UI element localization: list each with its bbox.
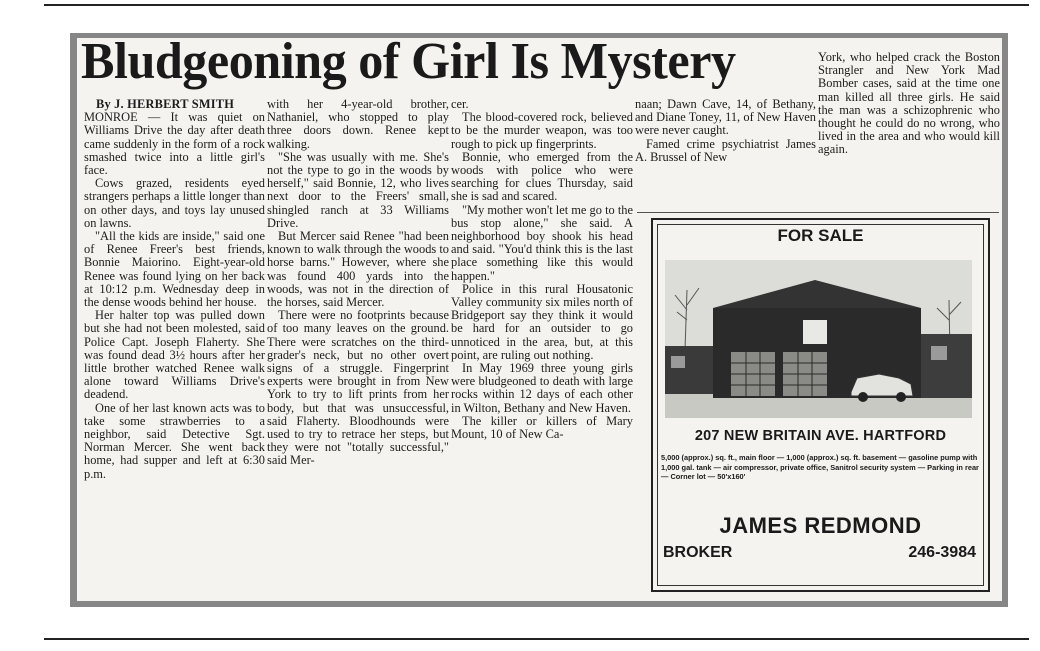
article-paragraph: "She was usually with me. She's not the type to go in the woods by herself," said Bonnie, 12, who lives next door to the Freers' small, shingled ranch at 33 Williams Drive.: [267, 149, 449, 230]
article-paragraph: One of her last known acts was to take some strawberries to a neighbor, said Detective Sgt. Norman Mercer. She went back home, had supper and left at 6:30 p.m.: [84, 400, 265, 481]
article-paragraph: But Mercer said Renee "had been known to walk through the woods to horse barns." However, where she was found 400 yards into the woods, was not in the direction of the horses, said Mercer.: [267, 229, 449, 310]
ad-broker-label: BROKER: [663, 544, 733, 561]
top-page-rule: [44, 4, 1029, 6]
ad-title: FOR SALE: [777, 226, 864, 245]
article-paragraph: "All the kids are inside," said one of Renee Freer's best friends, Bonnie Maiorino. Eight-year-old Renee was found lying on her back at 10:12 p.m. Wednesday deep in the dense woods behind her house.: [84, 229, 265, 310]
article-paragraph: There were no footprints because of too many leaves on the ground. There were scratches on the third-grader's neck, but no other overt signs of a struggle. Fingerprint experts were brought in from New York to try to lift prints from her body, but that was unsuccessful, said Flaherty. Bloodhounds were used to try to retrace her steps, but they were not "totally successful," said Mer-: [267, 308, 449, 468]
article-column-3: [451, 98, 633, 441]
article-paragraph: Her halter top was pulled down but she had not been molested, said Police Capt. Joseph Flaherty. She was found dead 3½ hours after her little brother watched Renee walk alone toward Williams Drive's deadend.: [84, 308, 265, 402]
for-sale-advertisement: [651, 218, 990, 592]
ad-address: 207 NEW BRITAIN AVE. HARTFORD: [694, 428, 947, 444]
article-paragraph: cer.: [451, 97, 469, 111]
article-paragraph: Cows grazed, residents eyed strangers perhaps a little longer than on other days, and toys lay unused on lawns.: [84, 176, 265, 230]
article-paragraph: In May 1969 three young girls were bludgeoned to death with large rocks within 12 days of each other in Wilton, Bethany and New Haven.: [451, 361, 633, 415]
column-separator-rule: [637, 212, 999, 213]
article-paragraph: The killer or killers of Mary Mount, 10 of New Ca-: [451, 413, 633, 442]
newspaper-clipping: [70, 33, 1008, 607]
article-paragraph: Bonnie, who emerged from the woods with police who were searching for clues Thursday, said she is sad and scared.: [451, 149, 633, 204]
article-paragraph: "My mother won't let me go to the bus stop alone," she said. A neighborhood boy shook his head and said. "You'd think this is the last place something like this would happen.": [451, 202, 633, 283]
article-column-1: [84, 98, 265, 481]
article-column-5: [818, 51, 1000, 157]
article-paragraph: Police in this rural Housatonic Valley community six miles north of Bridgeport say they think it would be hard for an outsider to go unnoticed in the area, but, at this point, are ruling out nothing.: [451, 281, 633, 362]
article-paragraph: York, who helped crack the Boston Strangler and New York Mad Bomber cases, said at the time one man killed all three girls. He said the man was a schizophrenic who thought he could do no wrong, who lived in the area and who would kill again.: [818, 50, 1000, 157]
article-paragraph: naan; Dawn Cave, 14, of Bethany, and Diane Toney, 11, of New Haven were never caught.: [635, 97, 816, 138]
article-headline: Bludgeoning of Girl Is Mystery: [81, 38, 736, 90]
article-column-2: [267, 98, 449, 468]
article-column-4: [635, 98, 816, 164]
clipping-paper: [77, 38, 1002, 601]
bottom-page-rule: [44, 638, 1029, 640]
ad-phone-number: 246-3984: [908, 544, 976, 561]
article-paragraph: with her 4-year-old brother, Nathaniel, who stopped to play three doors down. Renee kept walking.: [267, 97, 449, 151]
article-paragraph: MONROE — It was quiet on Williams Drive the day after death came suddenly in the form of a rock smashed twice into a little girl's face.: [84, 110, 265, 178]
ad-broker-name: JAMES REDMOND: [719, 513, 922, 538]
article-paragraph: The blood-covered rock, believed to be the murder weapon, was too rough to pick up fingerprints.: [451, 110, 633, 151]
garage-building-photo: [665, 260, 972, 418]
article-paragraph: Famed crime psychiatrist James A. Brussel of New: [635, 136, 816, 164]
article-byline: By J. HERBERT SMITH: [96, 97, 235, 111]
ad-description: 5,000 (approx.) sq. ft., main floor — 1,000 (approx.) sq. ft. basement — gasoline pump with 1,000 gal. tank — air compressor, private office, Sanitrol security system — Parking in rear — Corner lot — 50'x160': [661, 453, 979, 482]
